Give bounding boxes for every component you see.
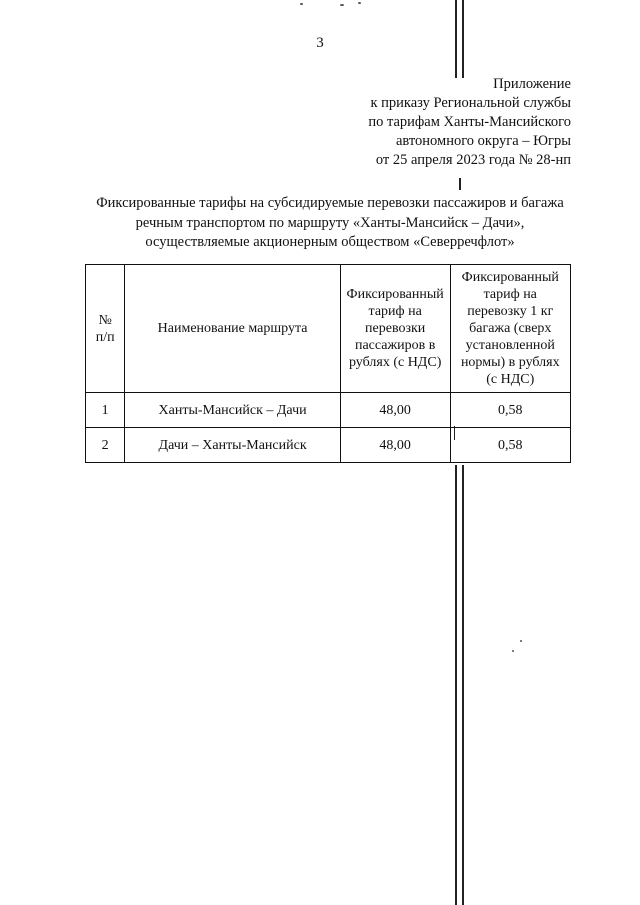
page-number: 3 — [316, 35, 324, 51]
appendix-line: к приказу Региональной службы — [370, 95, 571, 111]
scan-artifact-line — [462, 465, 464, 905]
scan-artifact-speck — [520, 640, 522, 642]
row-number: 2 — [86, 428, 125, 463]
table-header-row — [86, 265, 571, 393]
row-number: 1 — [86, 393, 125, 428]
header-line: рублях (с НДС) — [348, 355, 442, 370]
header-line: Наименование маршрута — [157, 321, 308, 336]
title-line: речным транспортом по маршруту «Ханты-Мансийск – Дачи», — [135, 214, 525, 231]
row-passenger-tariff: 48,00 — [340, 393, 450, 428]
header-line: тариф на — [483, 287, 537, 302]
row-route: Дачи – Ханты-Мансийск — [125, 428, 340, 463]
header-line: нормы) в рублях — [460, 355, 560, 370]
appendix-block — [251, 75, 571, 170]
scan-artifact-speck — [340, 4, 344, 6]
header-baggage-tariff — [450, 265, 570, 393]
header-line: п/п — [95, 329, 115, 345]
scan-artifact-line — [459, 178, 461, 190]
header-line: № — [98, 312, 112, 328]
scan-artifact-speck — [358, 2, 361, 4]
appendix-line: автономного округа – Югры — [395, 133, 571, 149]
row-passenger-tariff: 48,00 — [340, 428, 450, 463]
document-title — [60, 194, 600, 253]
header-route — [125, 265, 340, 393]
scan-artifact-line — [455, 465, 457, 905]
title-line: Фиксированные тарифы на субсидируемые перевозки пассажиров и багажа — [96, 195, 564, 211]
header-number — [86, 265, 125, 393]
header-line: установленной — [465, 338, 555, 353]
header-line: Фиксированный — [461, 270, 559, 285]
header-passenger-tariff — [340, 265, 450, 393]
scan-artifact-speck — [300, 3, 303, 5]
header-line: (с НДС) — [486, 372, 535, 387]
appendix-line: по тарифам Ханты-Мансийского — [368, 114, 571, 130]
header-line: пассажиров в — [354, 338, 436, 353]
header-line: багажа (сверх — [469, 321, 552, 336]
row-baggage-tariff: 0,58 — [450, 428, 570, 463]
row-route: Ханты-Мансийск – Дачи — [125, 393, 340, 428]
header-line: Фиксированный — [346, 287, 444, 302]
appendix-line: Приложение — [493, 76, 571, 92]
row-baggage-tariff: 0,58 — [450, 393, 570, 428]
header-line: тариф на — [368, 304, 422, 319]
table-row — [86, 393, 571, 428]
header-line: перевозки — [365, 321, 426, 336]
tariff-table — [85, 264, 571, 463]
appendix-line: от 25 апреля 2023 года № 28-нп — [375, 152, 571, 168]
header-line: перевозку 1 кг — [467, 304, 554, 319]
scan-artifact-speck — [512, 650, 514, 652]
title-line: осуществляемые акционерным обществом «Северречфлот» — [145, 234, 515, 250]
table-row — [86, 428, 571, 463]
